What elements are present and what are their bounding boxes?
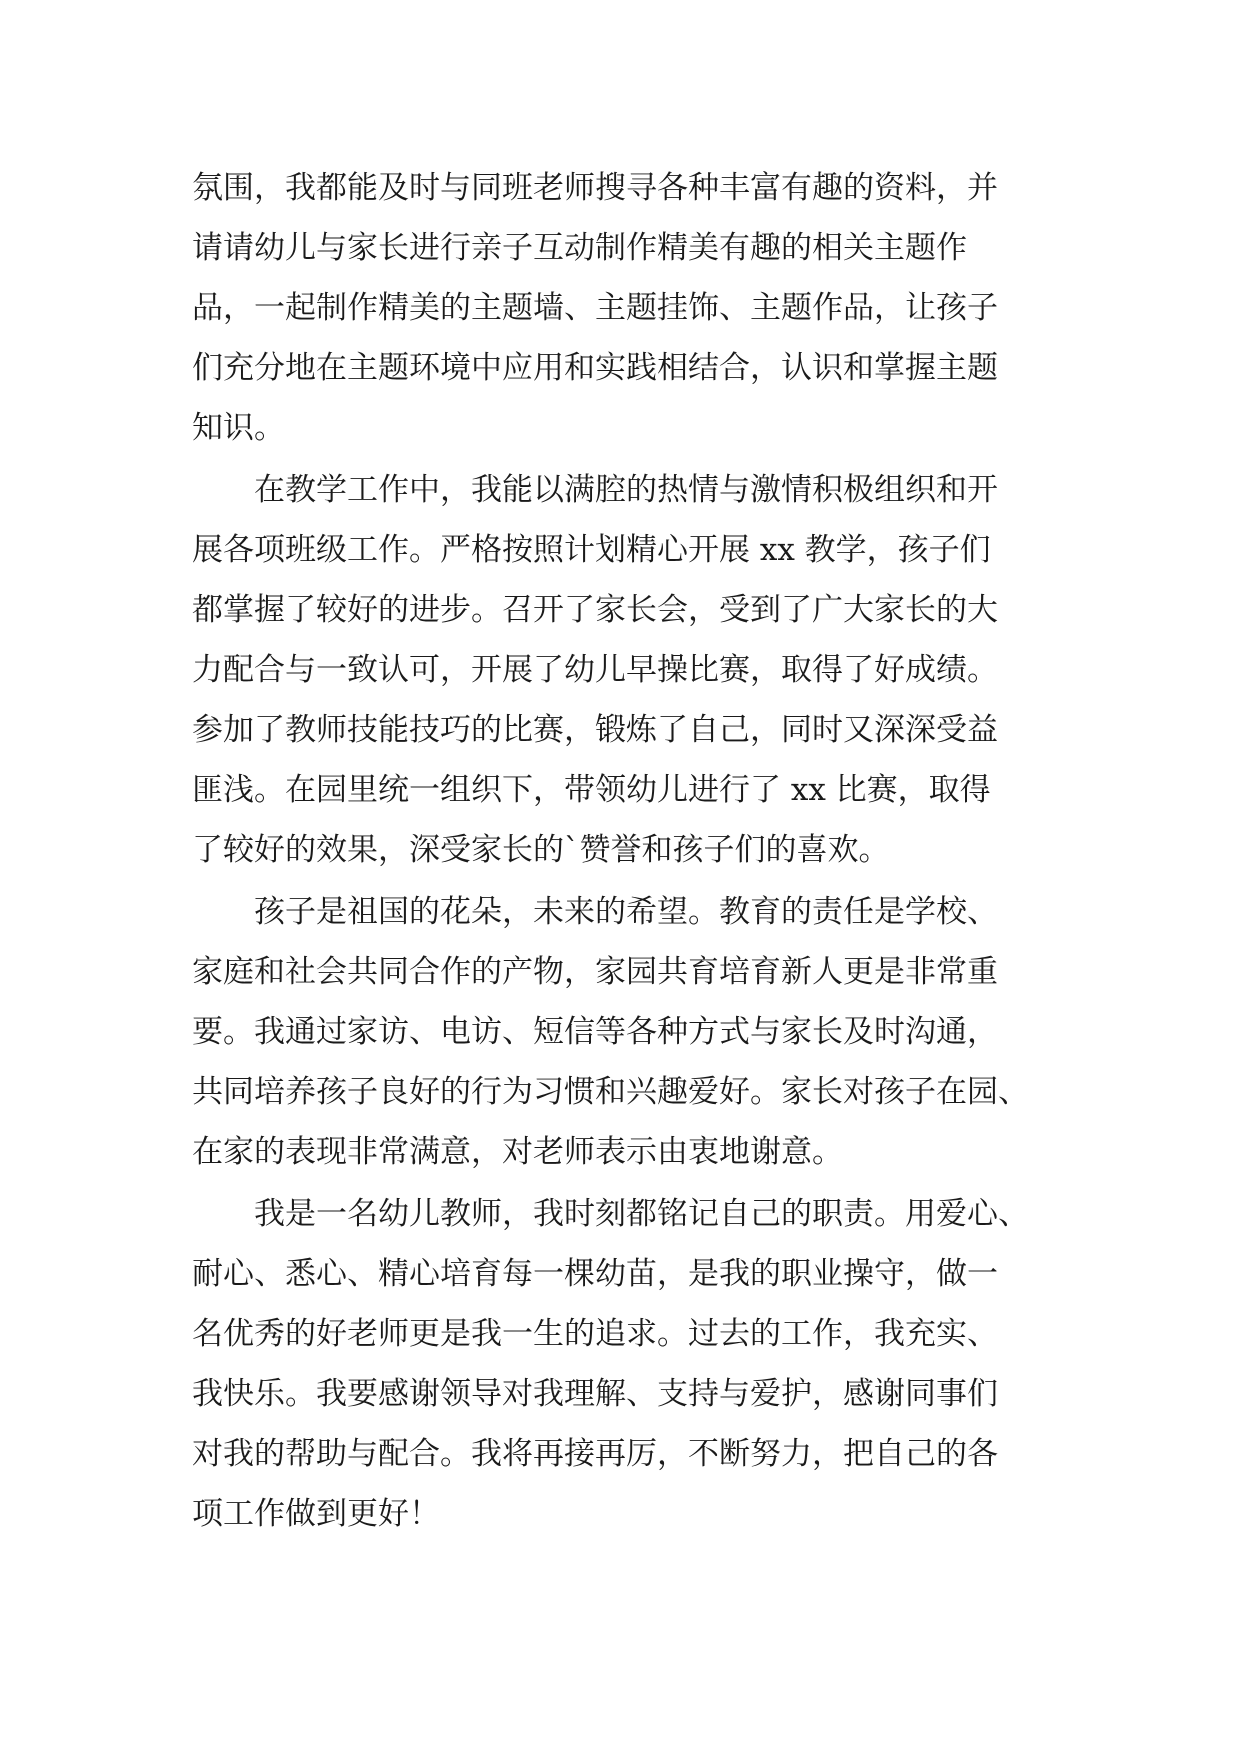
paragraph-2-line-3: 都掌握了较好的进步。召开了家长会，受到了广大家长的大 <box>192 592 998 628</box>
paragraph-4-line-2: 耐心、悉心、精心培育每一棵幼苗，是我的职业操守，做一 <box>192 1256 998 1292</box>
paragraph-3-line-1: 孩子是祖国的花朵，未来的希望。教育的责任是学校、 <box>254 894 998 930</box>
paragraph-1-line-2: 请请幼儿与家长进行亲子互动制作精美有趣的相关主题作 <box>192 230 967 266</box>
paragraph-4-line-4: 我快乐。我要感谢领导对我理解、支持与爱护，感谢同事们 <box>192 1376 998 1412</box>
paragraph-3-line-5: 在家的表现非常满意，对老师表示由衷地谢意。 <box>192 1134 843 1170</box>
paragraph-1-line-5: 知识。 <box>192 410 285 446</box>
paragraph-1-line-1: 氛围，我都能及时与同班老师搜寻各种丰富有趣的资料，并 <box>192 170 998 206</box>
paragraph-3-line-3: 要。我通过家访、电访、短信等各种方式与家长及时沟通， <box>192 1014 998 1050</box>
paragraph-2-line-6: 匪浅。在园里统一组织下，带领幼儿进行了 xx 比赛，取得 <box>192 772 991 808</box>
paragraph-4-line-6: 项工作做到更好！ <box>192 1496 440 1532</box>
paragraph-4-line-1: 我是一名幼儿教师，我时刻都铭记自己的职责。用爱心、 <box>254 1196 1029 1232</box>
document-body <box>192 158 1052 1544</box>
paragraph-1-line-3: 品，一起制作精美的主题墙、主题挂饰、主题作品，让孩子 <box>192 290 998 326</box>
paragraph-1-line-4: 们充分地在主题环境中应用和实践相结合，认识和掌握主题 <box>192 350 998 386</box>
paragraph-2-line-4: 力配合与一致认可，开展了幼儿早操比赛，取得了好成绩。 <box>192 652 998 688</box>
paragraph-2-line-7: 了较好的效果，深受家长的`赞誉和孩子们的喜欢。 <box>192 832 890 868</box>
paragraph-3-line-4: 共同培养孩子良好的行为习惯和兴趣爱好。家长对孩子在园、 <box>192 1074 1029 1110</box>
paragraph-4-line-3: 名优秀的好老师更是我一生的追求。过去的工作，我充实、 <box>192 1316 998 1352</box>
paragraph-2-line-1: 在教学工作中，我能以满腔的热情与激情积极组织和开 <box>254 472 998 508</box>
paragraph-2-line-2: 展各项班级工作。严格按照计划精心开展 xx 教学，孩子们 <box>192 532 991 568</box>
paragraph-4-line-5: 对我的帮助与配合。我将再接再厉，不断努力，把自己的各 <box>192 1436 998 1472</box>
paragraph-2-line-5: 参加了教师技能技巧的比赛，锻炼了自己，同时又深深受益 <box>192 712 998 748</box>
paragraph-3-line-2: 家庭和社会共同合作的产物，家园共育培育新人更是非常重 <box>192 954 998 990</box>
